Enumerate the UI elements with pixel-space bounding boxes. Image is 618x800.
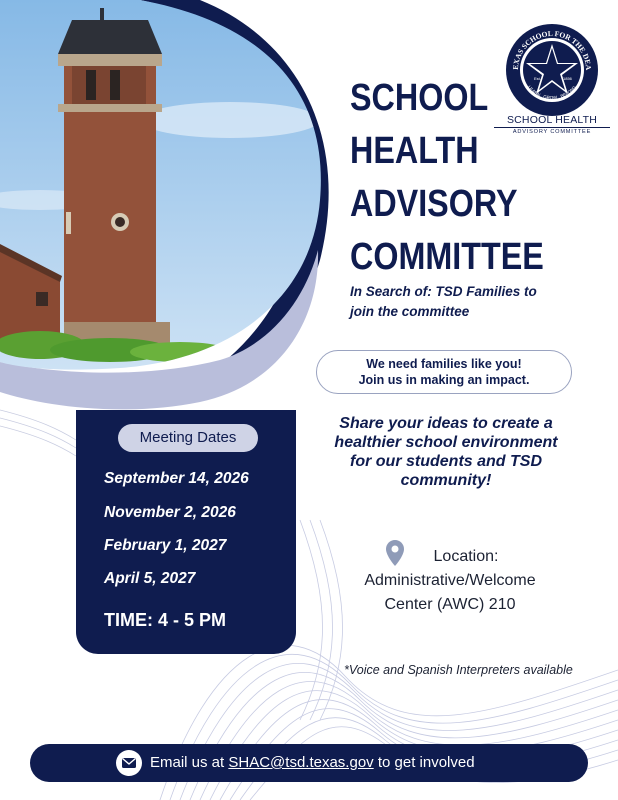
svg-text:TEXAS SCHOOL FOR THE DEAF — [506, 24, 593, 71]
email-prefix: Email us at — [150, 754, 229, 771]
share-line4: community! — [400, 472, 492, 489]
email-text — [150, 744, 475, 782]
svg-text:LEARN . GROW . BELONG — [527, 84, 578, 100]
search-line2: join the committee — [350, 304, 470, 319]
location-label: Location: — [433, 548, 499, 565]
share-line2: healthier school environment — [334, 434, 558, 451]
interpreters-note: *Voice and Spanish Interpreters available — [344, 663, 573, 677]
search-line1: In Search of: TSD Families to — [350, 284, 537, 299]
meeting-date-4: April 5, 2027 — [104, 570, 196, 587]
wave-lines-left — [0, 410, 76, 456]
search-subtitle — [350, 282, 600, 322]
title-line2: HEALTH — [350, 130, 479, 172]
logo-motto: LEARN . GROW . BELONG — [526, 84, 578, 101]
logo-est: Est. — [534, 76, 541, 81]
logo-year: 1856 — [563, 76, 572, 81]
meeting-dates-label: Meeting Dates — [118, 424, 258, 452]
meeting-date-3: February 1, 2027 — [104, 537, 227, 554]
logo-caption-line1: SCHOOL HEALTH — [494, 114, 610, 128]
email-icon — [116, 750, 142, 776]
share-line1: Share your ideas to create a — [339, 415, 553, 432]
share-line3: for our students and TSD — [350, 453, 542, 470]
callout-line1: We need families like you! — [366, 357, 522, 371]
callout-pill — [316, 350, 572, 394]
location-line1: Administrative/Welcome — [364, 572, 536, 589]
title-line3: ADVISORY — [350, 183, 518, 225]
share-ideas-text — [318, 414, 574, 490]
location-block — [330, 545, 570, 617]
meeting-date-1: September 14, 2026 — [104, 470, 249, 487]
location-line2: Center (AWC) 210 — [384, 596, 516, 613]
title-line4: COMMITTEE — [350, 236, 544, 278]
logo-caption-line2: ADVISORY COMMITTEE — [512, 129, 592, 135]
logo-ring-text: EXAS SCHOOL FOR THE DEA — [510, 28, 594, 71]
title-line1: SCHOOL — [350, 77, 489, 119]
email-link[interactable]: SHAC@tsd.texas.gov — [228, 754, 374, 771]
meeting-date-2: November 2, 2026 — [104, 504, 236, 521]
email-suffix: to get involved — [373, 754, 475, 771]
callout-line2: Join us in making an impact. — [358, 373, 530, 387]
meeting-time: TIME: 4 - 5 PM — [104, 610, 227, 630]
